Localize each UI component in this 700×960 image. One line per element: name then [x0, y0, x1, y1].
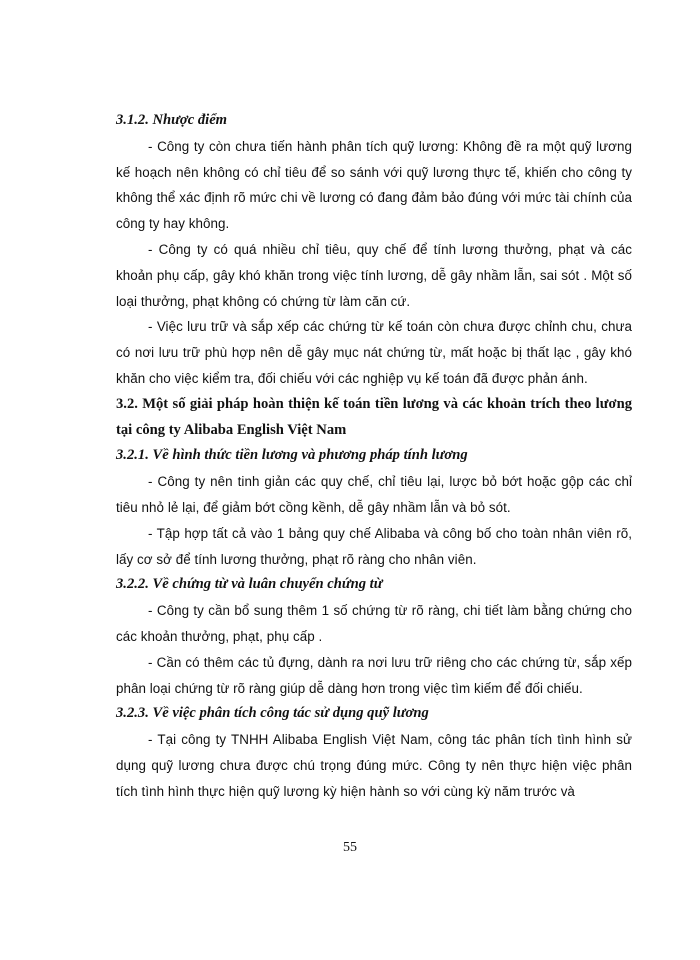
paragraph: - Công ty còn chưa tiến hành phân tích quỹ lương: Không đề ra một quỹ lương kế hoạch nên không có chỉ tiêu để so sánh với quỹ lương thực tế, khiến cho công ty không thể xác định rõ mức chi về lương có đang đảm bảo đúng với mức tài chính của công ty hay không. [116, 138, 632, 232]
paragraph: - Công ty có quá nhiều chỉ tiêu, quy chế để tính lương thưởng, phạt và các khoản phụ cấp, gây khó khăn trong việc tính lương, dễ gây nhầm lẫn, sai sót . Một số loại thưởng, phạt không có chứng từ làm căn cứ. [116, 241, 632, 309]
heading-3-2-3: 3.2.3. Về việc phân tích công tác sử dụng quỹ lương [116, 705, 429, 722]
paragraph: - Tại công ty TNHH Alibaba English Việt Nam, công tác phân tích tình hình sử dụng quỹ lương chưa được chú trọng đúng mức. Công ty nên thực hiện việc phân tích tình hình thực hiện quỹ lương kỳ hiện hành so với cùng kỳ năm trước và [116, 732, 632, 799]
heading-3-1-2: 3.1.2. Nhược điểm [116, 112, 228, 128]
paragraph: - Tập hợp tất cả vào 1 bảng quy chế Alibaba và công bố cho toàn nhân viên rõ, lấy cơ sở để tính lương thưởng, phạt rõ ràng cho nhân viên. [116, 525, 632, 567]
heading-3-2-1: 3.2.1. Về hình thức tiền lương và phương pháp tính lương [116, 447, 468, 464]
page-number: 55 [343, 840, 357, 855]
heading-3-2-2: 3.2.2. Về chứng từ và luân chuyển chứng từ [116, 576, 383, 593]
heading-3-2: 3.2. Một số giải pháp hoàn thiện kế toán tiền lương và các khoản trích theo lương tại công ty Alibaba English Việt Nam [116, 395, 632, 438]
paragraph: - Công ty nên tinh giản các quy chế, chỉ tiêu lại, lược bỏ bớt hoặc gộp các chỉ tiêu nhỏ lẻ lại, để giảm bớt cồng kềnh, dễ gây nhầm lẫn và bỏ sót. [116, 474, 632, 515]
paragraph: - Công ty cần bổ sung thêm 1 số chứng từ rõ ràng, chi tiết làm bằng chứng cho các khoản thưởng, phạt, phụ cấp . [116, 603, 632, 644]
paragraph: - Việc lưu trữ và sắp xếp các chứng từ kế toán còn chưa được chỉnh chu, chưa có nơi lưu trữ phù hợp nên dễ gây mục nát chứng từ, mất hoặc bị thất lạc , gây khó khăn cho việc kiểm tra, đối chiếu với các nghiệp vụ kế toán đã được phản ánh. [116, 319, 632, 386]
paragraph: - Cần có thêm các tủ đựng, dành ra nơi lưu trữ riêng cho các chứng từ, sắp xếp phân loại chứng từ rõ ràng giúp dễ dàng hơn trong việc tìm kiếm để đối chiếu. [116, 654, 632, 696]
page-content [116, 108, 632, 805]
